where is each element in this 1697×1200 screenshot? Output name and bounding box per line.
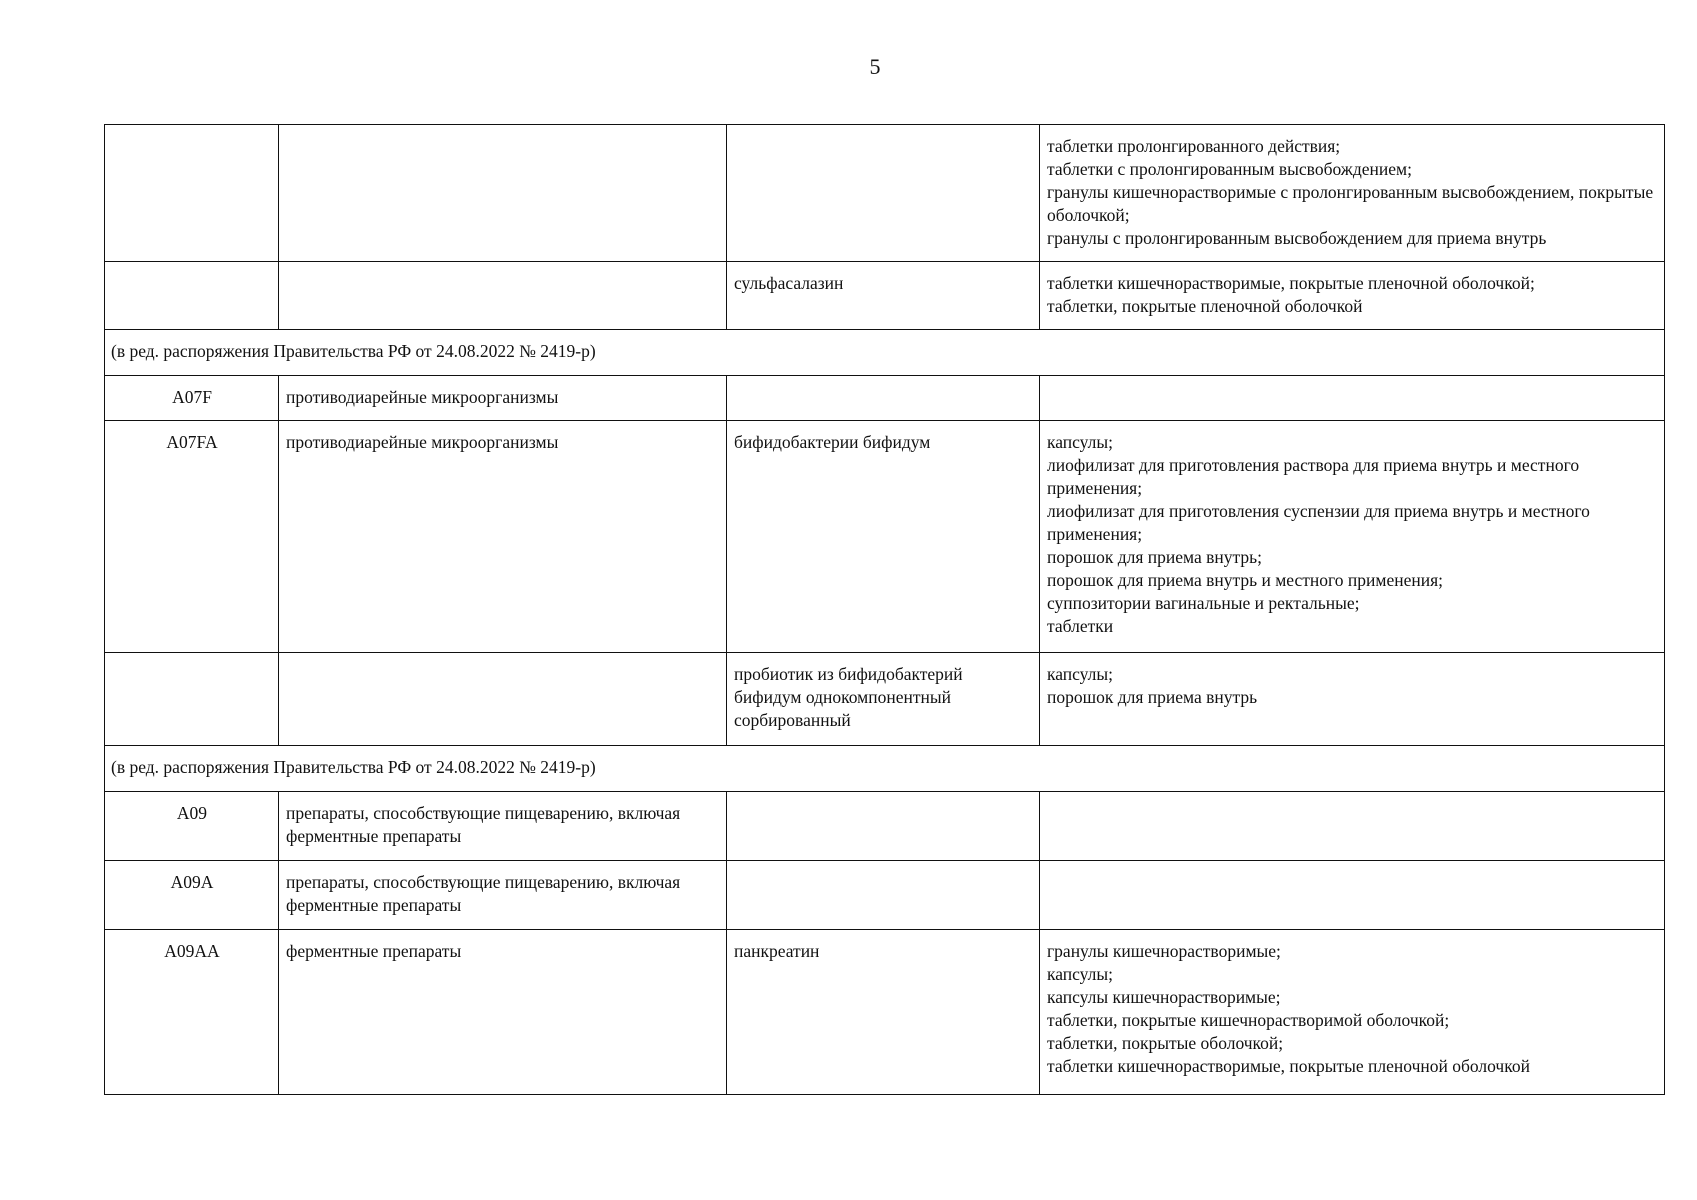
page-number: 5	[869, 54, 881, 79]
table-row	[105, 376, 1665, 421]
group-cell: препараты, способствующие пищеварению, включая ферментные препараты	[279, 792, 727, 861]
group-cell	[279, 125, 727, 262]
dosage-forms-cell: таблетки кишечнорастворимые, покрытые пленочной оболочкой; таблетки, покрытые пленочной оболочкой	[1040, 262, 1665, 330]
drug-name-cell: пробиотик из бифидобактерий бифидум однокомпонентный сорбированный	[727, 653, 1040, 746]
group-cell: ферментные препараты	[279, 930, 727, 1095]
drug-name-cell: бифидобактерии бифидум	[727, 421, 1040, 653]
drug-name-cell	[727, 376, 1040, 421]
dosage-forms-cell: таблетки пролонгированного действия; таблетки с пролонгированным высвобождением; гранулы кишечнорастворимые с пролонгированным высвобождением, покрытые оболочкой; гранулы с пролонгированным высвобождением для приема внутрь	[1040, 125, 1665, 262]
table-row	[105, 262, 1665, 330]
drug-name-cell	[727, 792, 1040, 861]
amendment-note: (в ред. распоряжения Правительства РФ от 24.08.2022 № 2419-р)	[105, 330, 1665, 376]
dosage-forms-cell	[1040, 376, 1665, 421]
group-cell: противодиарейные микроорганизмы	[279, 376, 727, 421]
atc-code-cell: A09AA	[105, 930, 279, 1095]
drug-name-cell	[727, 861, 1040, 930]
table-row	[105, 125, 1665, 262]
table-row	[105, 861, 1665, 930]
atc-code-cell: A09	[105, 792, 279, 861]
atc-code-cell	[105, 125, 279, 262]
table-row	[105, 930, 1665, 1095]
drug-list-table	[104, 124, 1665, 1095]
drug-name-cell: панкреатин	[727, 930, 1040, 1095]
drug-name-cell: сульфасалазин	[727, 262, 1040, 330]
group-cell: препараты, способствующие пищеварению, включая ферментные препараты	[279, 861, 727, 930]
group-cell	[279, 653, 727, 746]
group-cell: противодиарейные микроорганизмы	[279, 421, 727, 653]
dosage-forms-cell	[1040, 861, 1665, 930]
atc-code-cell	[105, 653, 279, 746]
drug-name-cell	[727, 125, 1040, 262]
amendment-note-row	[105, 746, 1665, 792]
dosage-forms-cell: капсулы; лиофилизат для приготовления раствора для приема внутрь и местного применения; лиофилизат для приготовления суспензии для приема внутрь и местного применения; порошок для приема внутрь; порошок для приема внутрь и местного применения; суппозитории вагинальные и ректальные; таблетки	[1040, 421, 1665, 653]
dosage-forms-cell: гранулы кишечнорастворимые; капсулы; капсулы кишечнорастворимые; таблетки, покрытые кишечнорастворимой оболочкой; таблетки, покрытые оболочкой; таблетки кишечнорастворимые, покрытые пленочной оболочкой	[1040, 930, 1665, 1095]
atc-code-cell: A07F	[105, 376, 279, 421]
table-row	[105, 421, 1665, 653]
atc-code-cell	[105, 262, 279, 330]
atc-code-cell: A09A	[105, 861, 279, 930]
dosage-forms-cell	[1040, 792, 1665, 861]
dosage-forms-cell: капсулы; порошок для приема внутрь	[1040, 653, 1665, 746]
amendment-note-row	[105, 330, 1665, 376]
atc-code-cell: A07FA	[105, 421, 279, 653]
amendment-note: (в ред. распоряжения Правительства РФ от 24.08.2022 № 2419-р)	[105, 746, 1665, 792]
table-row	[105, 792, 1665, 861]
table-row	[105, 653, 1665, 746]
group-cell	[279, 262, 727, 330]
